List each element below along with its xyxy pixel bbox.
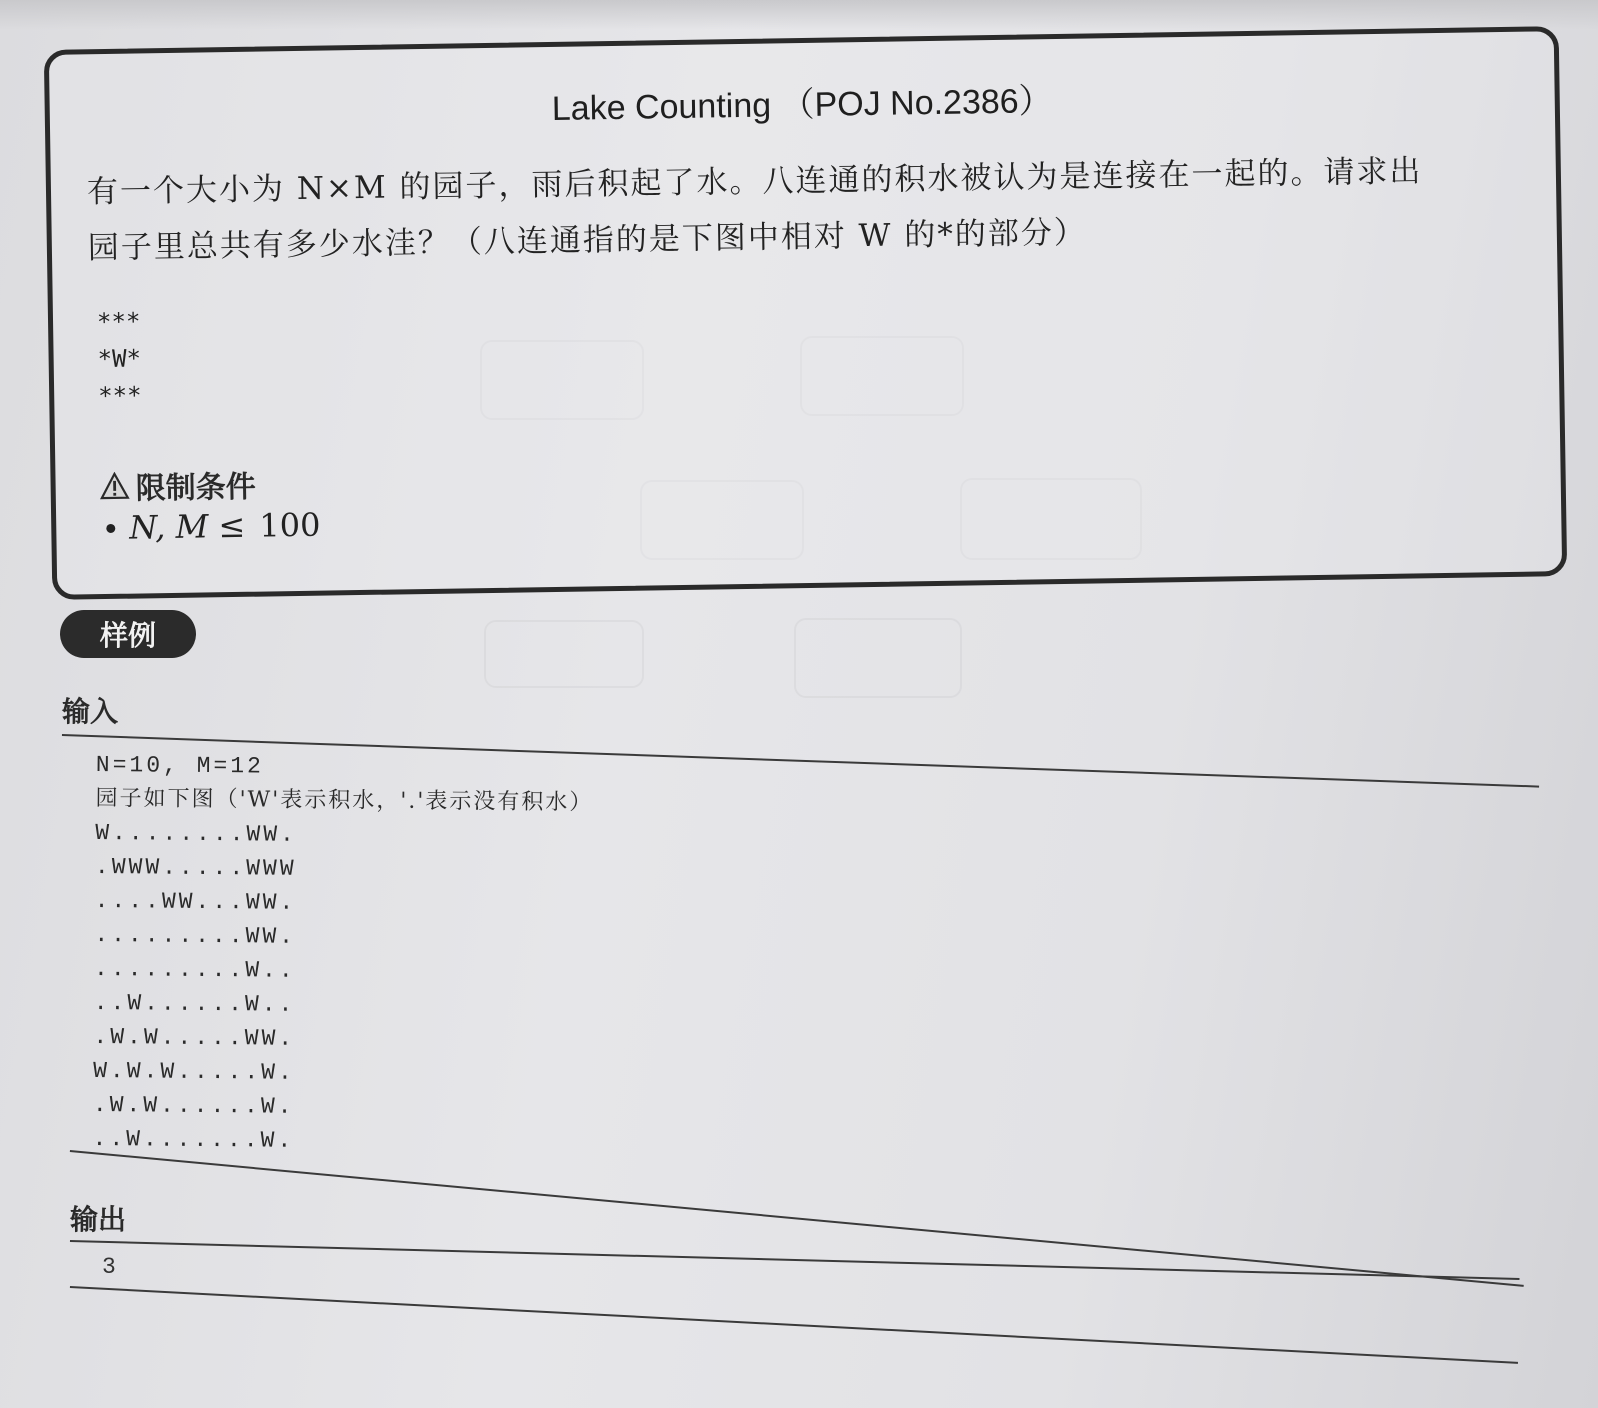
input-size-line: N=10, M=12 xyxy=(95,751,264,780)
constraint-value: 100 xyxy=(259,505,321,545)
bullet-icon xyxy=(106,523,115,532)
sample-input xyxy=(92,748,593,1160)
pattern-row: *** xyxy=(97,381,142,411)
output-value: 3 xyxy=(102,1254,116,1280)
connectivity-pattern xyxy=(97,303,142,415)
warning-icon xyxy=(99,472,129,500)
input-bottom-rule xyxy=(70,1150,1524,1287)
input-label: 输入 xyxy=(62,695,119,728)
grid-row: W........WW. xyxy=(95,819,298,848)
description-line: 有一个大小为 N×M 的园子，雨后积起了水。八连通的积水被认为是连接在一起的。请求出 xyxy=(86,153,1423,211)
grid-row: .........WW. xyxy=(94,921,297,950)
grid-row: ..W.......W. xyxy=(92,1125,295,1154)
description-line: 园子里总共有多少水洼？（八连通指的是下图中相对 W 的*的部分） xyxy=(87,214,1088,267)
grid-row: .........W.. xyxy=(93,955,296,984)
grid-row: ....WW...WW. xyxy=(94,887,297,916)
show-through-shape xyxy=(794,618,962,698)
constraints-heading xyxy=(99,462,256,508)
sample-badge: 样例 xyxy=(60,610,196,658)
grid-row: .W.W.....WW. xyxy=(93,1023,296,1052)
show-through-shape xyxy=(484,620,644,688)
grid-row: ..W......W.. xyxy=(93,989,296,1018)
output-label: 输出 xyxy=(70,1203,127,1236)
grid-row: W.W.W.....W. xyxy=(93,1057,295,1086)
problem-description xyxy=(87,142,1529,277)
output-bottom-rule xyxy=(70,1286,1518,1364)
grid-row: .WWW.....WWW xyxy=(94,853,297,882)
page-edge xyxy=(0,0,1598,30)
problem-title: Lake Counting （POJ No.2386） xyxy=(551,82,1053,128)
problem-box xyxy=(44,26,1567,600)
pattern-row: *W* xyxy=(97,344,142,374)
pattern-row: *** xyxy=(96,307,141,337)
output-top-rule xyxy=(70,1240,1520,1280)
constraint-item xyxy=(106,506,321,547)
constraint-expression: N, M ≤ xyxy=(128,506,246,547)
input-description-line: 园子如下图（'W'表示积水，'.'表示没有积水） xyxy=(95,785,594,816)
grid-row: .W.W......W. xyxy=(92,1091,295,1120)
constraints-title: 限制条件 xyxy=(135,469,256,507)
